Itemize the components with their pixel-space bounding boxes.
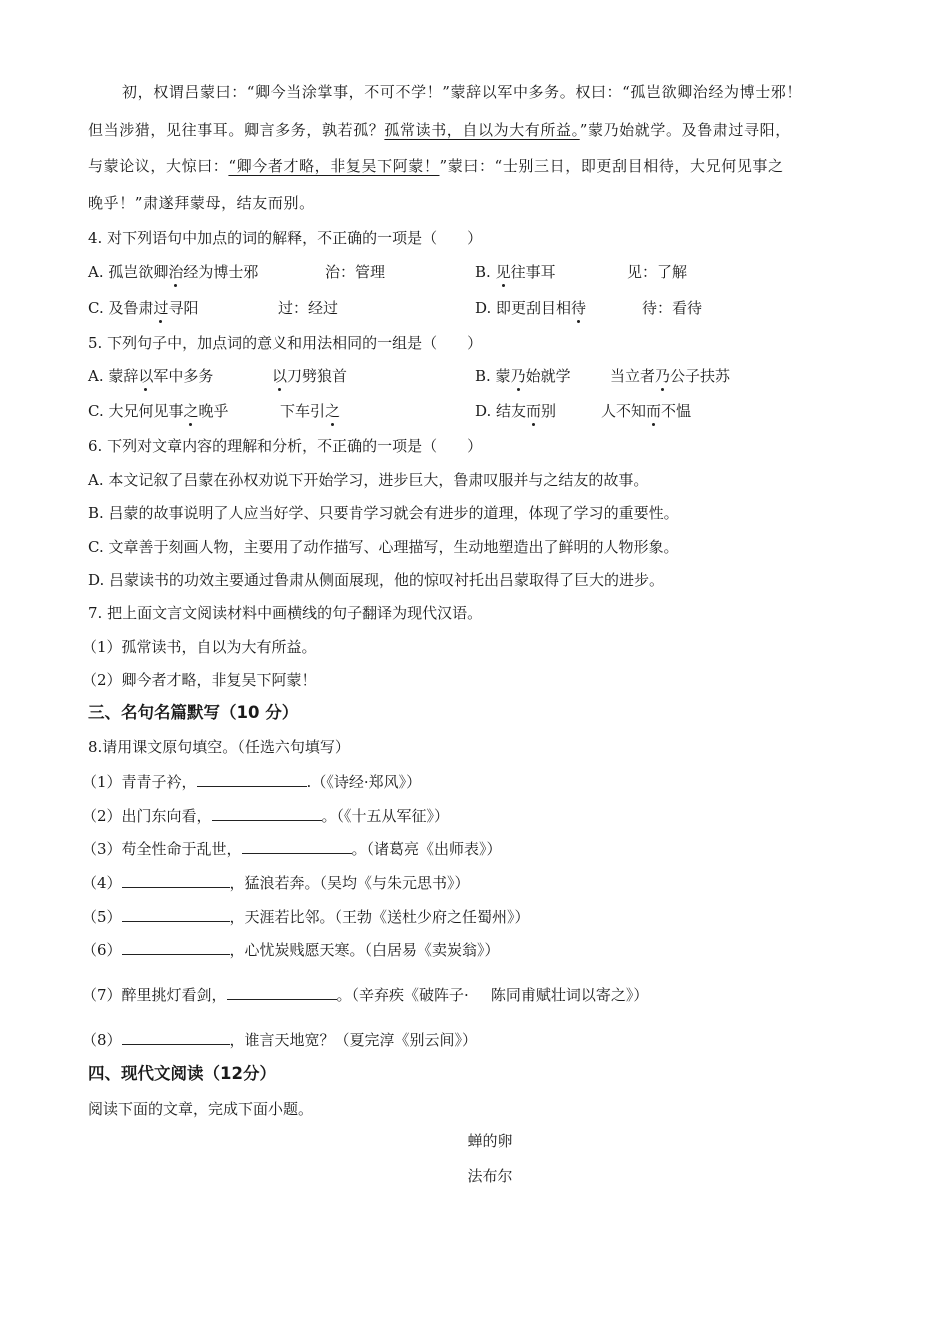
- q8-item-2: （2）出门东向看， 。（《十五从军征》）: [82, 807, 450, 825]
- answer-blank[interactable]: [212, 806, 322, 821]
- q8-item-7: （7）醉里挑灯看剑， 。（辛弃疾《破阵子· 陈同甫赋壮词以寄之》）: [82, 986, 649, 1004]
- answer-blank[interactable]: [122, 940, 230, 955]
- q8-item-3: （3）苟全性命于乱世， 。（诸葛亮《出师表》）: [82, 840, 502, 858]
- q4-option-b: B. 见往事耳: [475, 263, 556, 281]
- q5-option-c-1: C. 大兄何见事之晚乎: [88, 402, 229, 420]
- passage-line-3: 与蒙论议，大惊曰：“卿今者才略，非复吴下阿蒙！”蒙曰：“士别三日，即更刮目相待，大兄何见事之: [88, 157, 784, 175]
- reading-intro: 阅读下面的文章，完成下面小题。: [88, 1100, 314, 1118]
- q4-option-b-explanation: 见：了解: [627, 263, 688, 281]
- answer-blank[interactable]: [242, 839, 352, 854]
- q4-option-c-explanation: 过：经过: [278, 299, 339, 317]
- q8-item-8: （8） ，谁言天地宽？（夏完淳《别云间》）: [82, 1031, 478, 1049]
- q5-option-c-2: 下车引之: [280, 402, 341, 420]
- q8-item-5: （5） ，天涯若比邻。（王勃《送杜少府之任蜀州》）: [82, 908, 530, 926]
- passage-line-1: 初，权谓吕蒙曰：“卿今当涂掌事，不可不学！”蒙辞以军中多务。权曰：“孤岂欲卿治经为博士邪！: [122, 83, 803, 101]
- answer-blank[interactable]: [122, 873, 230, 888]
- q4-option-a: A. 孤岂欲卿治经为博士邪: [88, 263, 259, 281]
- q4-option-c: C. 及鲁肃过寻阳: [88, 299, 199, 317]
- question-6-stem: 6. 下列对文章内容的理解和分析，不正确的一项是（ ）: [88, 437, 483, 455]
- question-7-stem: 7. 把上面文言文阅读材料中画横线的句子翻译为现代汉语。: [88, 604, 483, 622]
- q5-option-d-1: D. 结友而别: [475, 402, 557, 420]
- question-4-stem: 4. 对下列语句中加点的词的解释，不正确的一项是（ ）: [88, 229, 483, 247]
- q6-option-b: B. 吕蒙的故事说明了人应当好学、只要肯学习就会有进步的道理，体现了学习的重要性。: [88, 504, 679, 522]
- article-title: 蝉的卵: [467, 1132, 513, 1150]
- q5-option-d-2: 人不知而不愠: [601, 402, 692, 420]
- q7-sentence-2: （2）卿今者才略，非复吴下阿蒙！: [82, 671, 317, 689]
- q6-option-a: A. 本文记叙了吕蒙在孙权劝说下开始学习，进步巨大，鲁肃叹服并与之结友的故事。: [88, 471, 649, 489]
- passage-line-2: 但当涉猎，见往事耳。卿言多务，孰若孤？孤常读书，自以为大有所益。”蒙乃始就学。及鲁肃过寻阳，: [88, 121, 791, 139]
- q6-option-d: D. 吕蒙读书的功效主要通过鲁肃从侧面展现，他的惊叹衬托出吕蒙取得了巨大的进步。: [88, 571, 665, 589]
- underlined-sentence-2: “卿今者才略，非复吴下阿蒙！: [228, 157, 440, 175]
- q5-option-b-2: 当立者乃公子扶苏: [610, 367, 731, 385]
- q6-option-c: C. 文章善于刻画人物，主要用了动作描写、心理描写，生动地塑造出了鲜明的人物形象。: [88, 538, 679, 556]
- section-3-heading: 三、名句名篇默写（10 分）: [88, 703, 299, 722]
- answer-blank[interactable]: [227, 985, 337, 1000]
- section-4-heading: 四、现代文阅读（12分）: [88, 1064, 276, 1083]
- question-8-stem: 8.请用课文原句填空。（任选六句填写）: [88, 738, 350, 756]
- underlined-sentence-1: 孤常读书，自以为大有所益。: [384, 121, 580, 139]
- answer-blank[interactable]: [197, 772, 307, 787]
- article-author: 法布尔: [467, 1167, 513, 1185]
- q4-option-d-explanation: 待：看待: [642, 299, 703, 317]
- answer-blank[interactable]: [122, 907, 230, 922]
- answer-blank[interactable]: [122, 1030, 230, 1045]
- q5-option-a-1: A. 蒙辞以军中多务: [88, 367, 214, 385]
- question-5-stem: 5. 下列句子中，加点词的意义和用法相同的一组是（ ）: [88, 334, 483, 352]
- passage-line-4: 晚乎！”肃遂拜蒙母，结友而别。: [88, 194, 315, 212]
- q5-option-a-2: 以刀劈狼首: [272, 367, 348, 385]
- q5-option-b-1: B. 蒙乃始就学: [475, 367, 571, 385]
- q7-sentence-1: （1）孤常读书，自以为大有所益。: [82, 638, 317, 656]
- q8-item-4: （4） ，猛浪若奔。（吴均《与朱元思书》）: [82, 874, 470, 892]
- q4-option-a-explanation: 治：管理: [325, 263, 386, 281]
- q4-option-d: D. 即更刮目相待: [475, 299, 587, 317]
- q8-item-6: （6） ，心忧炭贱愿天寒。（白居易《卖炭翁》）: [82, 941, 500, 959]
- q8-item-1: （1）青青子衿， .（《诗经·郑风》）: [82, 773, 422, 791]
